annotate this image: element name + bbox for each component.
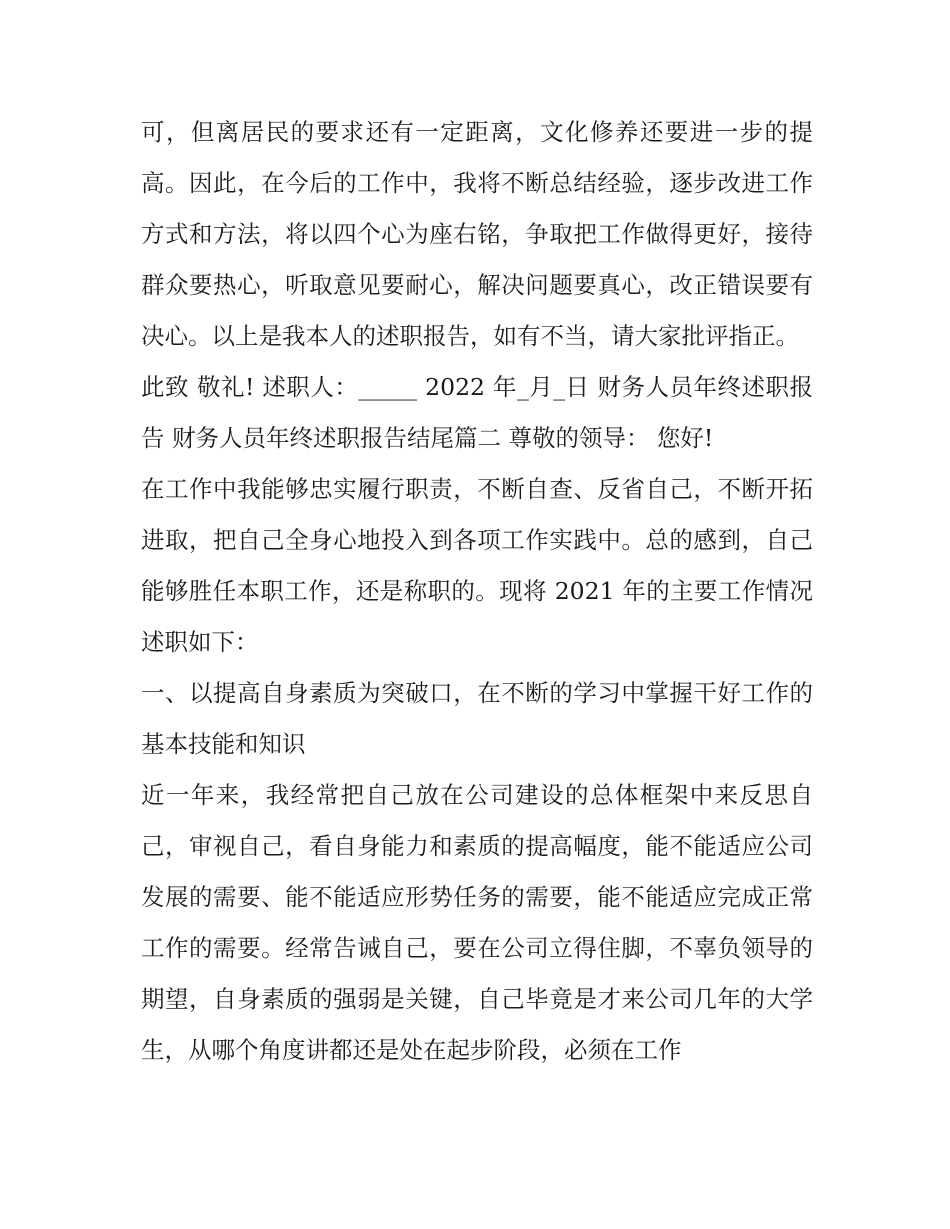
- paragraph-signature-and-heading: 此致 敬礼! 述职人：_____ 2022 年_月_日 财务人员年终述职报告 财务人员年终述职报告结尾篇二 尊敬的领导： 您好!: [141, 373, 813, 452]
- paragraph-self-reflection: 近一年来，我经常把自己放在公司建设的总体框架中来反思自己，审视自己，看自身能力和素质的提高幅度，能不能适应公司发展的需要、能不能适应形势任务的需要，能不能适应完成正常工作的需要。经常告诫自己，要在公司立得住脚，不辜负领导的期望，自身素质的强弱是关键，自己毕竟是才来公司几年的大学生，从哪个角度讲都还是处在起步阶段，必须在工作: [141, 781, 813, 1064]
- paragraph-closing-remarks: 可，但离居民的要求还有一定距离，文化修养还要进一步的提高。因此，在今后的工作中，我将不断总结经验，逐步改进工作方式和方法，将以四个心为座右铭，争取把工作做得更好，接待群众要热心，听取意见要耐心，解决问题要真心，改正错误要有决心。以上是我本人的述职报告，如有不当，请大家批评指正。: [141, 118, 813, 350]
- section-heading-one: 一、以提高自身素质为突破口，在不断的学习中掌握干好工作的基本技能和知识: [141, 679, 813, 758]
- paragraph-introduction: 在工作中我能够忠实履行职责，不断自查、反省自己，不断开拓进取，把自己全身心地投入到各项工作实践中。总的感到，自己能够胜任本职工作，还是称职的。现将 2021 年的主要工作情况述职如下：: [141, 475, 813, 656]
- document-body: [141, 107, 813, 1076]
